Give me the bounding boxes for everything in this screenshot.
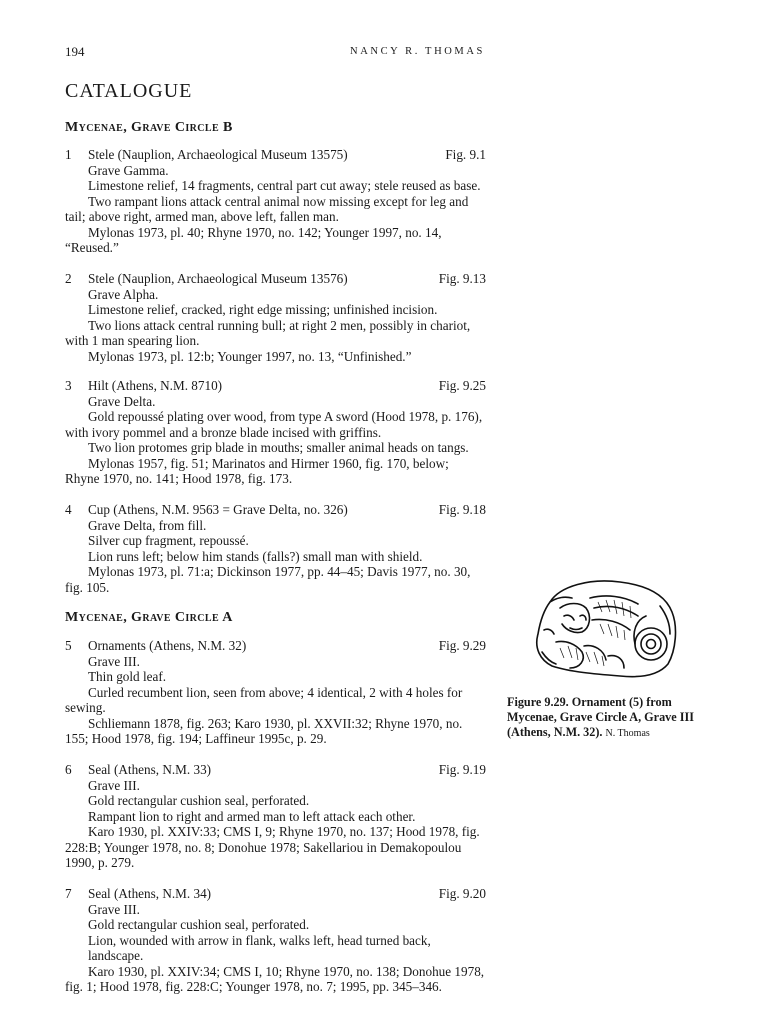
entry-number: 3 bbox=[65, 378, 72, 393]
figure-reference: Fig. 9.19 bbox=[438, 762, 486, 777]
entry-number: 4 bbox=[65, 502, 72, 517]
section-heading-grave-circle-b: Mycenae, Grave Circle B bbox=[65, 120, 233, 135]
entry-description: Limestone relief, 14 fragments, central part cut away; stele reused as base. bbox=[88, 178, 481, 193]
entry-bibliography: Karo 1930, pl. XXIV:33; CMS I, 9; Rhyne 1970, no. 137; Hood 1978, fig. 228:B; Younger 1978, no. 8; Donohue 1978; Sakellariou in Demakopoulou 1990, p. 279. bbox=[65, 824, 480, 870]
entry-description: Gold repoussé plating over wood, from type A sword (Hood 1978, p. 176), with ivory pommel and a bronze blade incised with griffins. bbox=[65, 409, 483, 440]
figure-reference: Fig. 9.25 bbox=[438, 378, 486, 393]
entry-provenance: Grave Gamma. bbox=[88, 162, 169, 178]
entry-number: 5 bbox=[65, 638, 72, 653]
entry-title: Stele (Nauplion, Archaeological Museum 13575) bbox=[88, 147, 348, 162]
entry-iconography: Lion runs left; below him stands (falls?) small man with shield. bbox=[88, 548, 423, 564]
entry-title: Cup (Athens, N.M. 9563 = Grave Delta, no. 326) bbox=[88, 502, 348, 517]
entry-provenance: Grave Alpha. bbox=[88, 286, 159, 302]
catalogue-entry-1 bbox=[65, 147, 486, 256]
entry-iconography: Lion, wounded with arrow in flank, walks left, head turned back, landscape. bbox=[88, 932, 431, 963]
entry-iconography: Two lion protomes grip blade in mouths; smaller animal heads on tangs. bbox=[88, 440, 469, 455]
entry-bibliography: Mylonas 1973, pl. 40; Rhyne 1970, no. 142; Younger 1997, no. 14, “Reused.” bbox=[65, 224, 442, 255]
figure-reference: Fig. 9.20 bbox=[438, 886, 486, 901]
catalogue-entry-3 bbox=[65, 378, 486, 487]
catalogue-entry-5 bbox=[65, 638, 486, 747]
entry-number: 2 bbox=[65, 271, 72, 286]
entry-provenance: Grave Delta, from fill. bbox=[88, 517, 207, 533]
entry-bibliography: Mylonas 1973, pl. 12:b; Younger 1997, no. 13, “Unfinished.” bbox=[88, 348, 412, 364]
entry-title: Seal (Athens, N.M. 33) bbox=[88, 762, 212, 777]
entry-description: Limestone relief, cracked, right edge missing; unfinished incision. bbox=[88, 302, 438, 317]
catalogue-entry-4 bbox=[65, 502, 486, 595]
catalogue-title: CATALOGUE bbox=[65, 80, 193, 102]
entry-number: 1 bbox=[65, 147, 72, 162]
entry-iconography: Curled recumbent lion, seen from above; 4 identical, 2 with 4 holes for sewing. bbox=[65, 684, 463, 715]
entry-description: Gold rectangular cushion seal, perforated. bbox=[88, 793, 310, 808]
entry-bibliography: Karo 1930, pl. XXIV:34; CMS I, 10; Rhyne 1970, no. 138; Donohue 1978, fig. 1; Hood 1978, fig. 228:C; Younger 1978, no. 7; 1995, pp. 345–346. bbox=[65, 963, 485, 994]
lion-ornament-illustration bbox=[520, 572, 682, 684]
entry-provenance: Grave III. bbox=[88, 901, 140, 917]
entry-number: 6 bbox=[65, 762, 72, 777]
catalogue-entry-2 bbox=[65, 271, 486, 364]
entry-bibliography: Mylonas 1973, pl. 71:a; Dickinson 1977, pp. 44–45; Davis 1977, no. 30, fig. 105. bbox=[65, 564, 471, 595]
entry-provenance: Grave III. bbox=[88, 777, 140, 793]
section-heading-grave-circle-a: Mycenae, Grave Circle A bbox=[65, 610, 233, 625]
figure-caption bbox=[507, 695, 707, 741]
figure-credit: N. Thomas bbox=[605, 728, 650, 739]
figure-reference: Fig. 9.1 bbox=[445, 147, 486, 162]
running-head: NANCY R. THOMAS bbox=[350, 46, 485, 57]
entry-number: 7 bbox=[65, 886, 72, 901]
entry-bibliography: Mylonas 1957, fig. 51; Marinatos and Hirmer 1960, fig. 170, below; Rhyne 1970, no. 141; Hood 1978, fig. 173. bbox=[65, 455, 449, 486]
entry-provenance: Grave Delta. bbox=[88, 393, 156, 409]
catalogue-entry-6 bbox=[65, 762, 486, 871]
figure-caption-text: Figure 9.29. Ornament (5) from Mycenae, Grave Circle A, Grave III (Athens, N.M. 32). bbox=[507, 695, 694, 739]
entry-iconography: Rampant lion to right and armed man to left attack each other. bbox=[88, 808, 416, 824]
figure-reference: Fig. 9.29 bbox=[438, 638, 486, 653]
entry-title: Ornaments (Athens, N.M. 32) bbox=[88, 638, 247, 653]
entry-iconography: Two rampant lions attack central animal now missing except for leg and tail; above right, armed man, above left, fallen man. bbox=[65, 193, 469, 224]
entry-iconography: Two lions attack central running bull; at right 2 men, possibly in chariot, with 1 man spearing lion. bbox=[65, 317, 471, 348]
catalogue-entry-7 bbox=[65, 886, 486, 995]
entry-description: Gold rectangular cushion seal, perforated. bbox=[88, 917, 310, 932]
entry-bibliography: Schliemann 1878, fig. 263; Karo 1930, pl. XXVII:32; Rhyne 1970, no. 155; Hood 1978, fig. 194; Laffineur 1995c, p. 29. bbox=[65, 715, 463, 746]
figure-reference: Fig. 9.18 bbox=[438, 502, 486, 517]
figure-reference: Fig. 9.13 bbox=[438, 271, 486, 286]
entry-title: Stele (Nauplion, Archaeological Museum 13576) bbox=[88, 271, 348, 286]
page-number: 194 bbox=[65, 44, 85, 59]
entry-title: Seal (Athens, N.M. 34) bbox=[88, 886, 212, 901]
entry-title: Hilt (Athens, N.M. 8710) bbox=[88, 378, 223, 393]
entry-description: Silver cup fragment, repoussé. bbox=[88, 533, 249, 548]
entry-provenance: Grave III. bbox=[88, 653, 140, 669]
entry-description: Thin gold leaf. bbox=[88, 669, 167, 684]
